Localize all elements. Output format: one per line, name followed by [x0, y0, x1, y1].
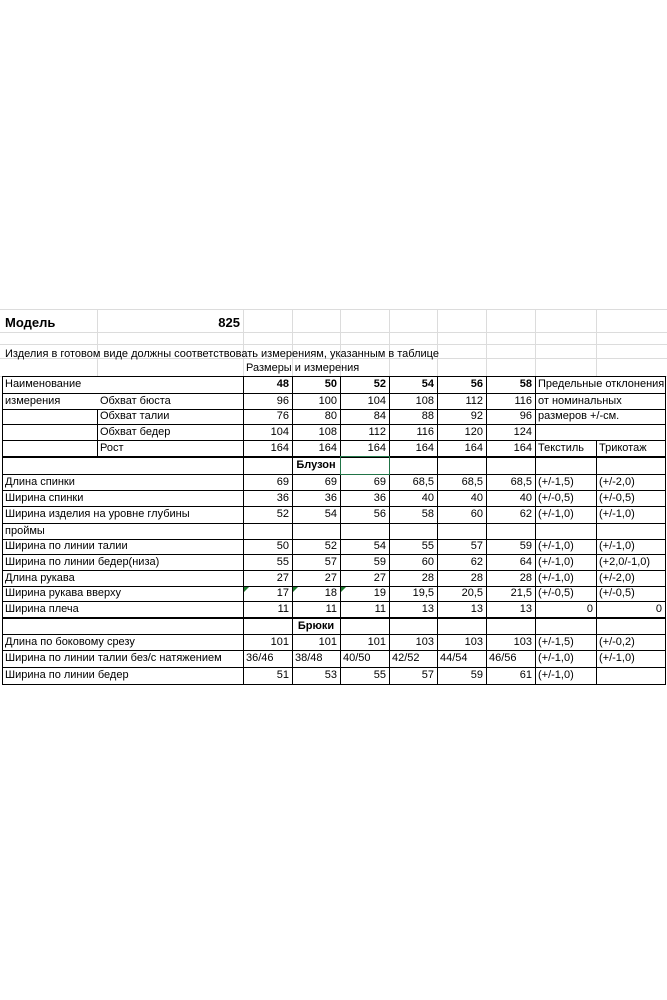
body-measure-label: Рост [100, 441, 124, 454]
textile-tolerance: (+/-1,0) [538, 540, 574, 552]
blouson-value: 69 [276, 475, 289, 488]
body-measure-value: 164 [415, 441, 434, 454]
blouson-value: 68,5 [510, 475, 532, 488]
blouson-row-label: Ширина плеча [5, 602, 79, 615]
blouson-value: 60 [421, 555, 434, 568]
blouson-value: 13 [519, 602, 532, 615]
textile-tolerance: (+/-1,5) [538, 635, 574, 648]
gridline [535, 309, 536, 376]
trousers-value: 53 [324, 669, 337, 681]
table-border [2, 424, 666, 425]
body-measure-label: Обхват талии [100, 410, 170, 422]
blouson-value: 28 [470, 571, 483, 584]
blouson-value: 50 [276, 540, 289, 552]
header-size-56: 56 [470, 378, 483, 390]
table-border [486, 457, 487, 618]
textile-tolerance: (+/-1,0) [538, 555, 574, 568]
table-border [2, 539, 666, 540]
trousers-value: 101 [318, 635, 337, 648]
textile-tolerance: (+/-1,5) [538, 475, 574, 488]
table-border [2, 457, 666, 458]
table-border [2, 393, 666, 394]
trousers-value: 101 [367, 635, 386, 648]
blouson-row-label: Длина спинки [5, 475, 75, 488]
trousers-value: 46/56 [489, 652, 517, 664]
body-measure-value: 80 [324, 410, 337, 422]
table-border [2, 440, 666, 441]
knit-tolerance: (+/-2,0) [599, 475, 635, 488]
body-measure-value: 116 [514, 394, 532, 407]
body-measure-value: 100 [318, 394, 337, 407]
knit-tolerance: (+/-0,5) [599, 587, 635, 599]
blouson-row-label: Длина рукава [5, 571, 75, 584]
section-title-blouson: Блузон [296, 459, 336, 471]
body-measure-value: 96 [519, 410, 532, 422]
body-measure-value: 112 [368, 425, 386, 438]
body-measure-value: 84 [373, 410, 386, 422]
knit-heading: Трикотаж [599, 441, 647, 454]
blouson-value: 62 [519, 508, 532, 520]
blouson-value: 18 [324, 587, 337, 599]
knit-tolerance: (+/-2,0) [599, 571, 635, 584]
body-measure-value: 112 [465, 394, 483, 407]
blouson-value: 28 [421, 571, 434, 584]
gridline [0, 344, 667, 345]
table-border [2, 586, 666, 587]
body-measure-value: 120 [464, 425, 483, 438]
body-measure-value: 92 [470, 410, 483, 422]
table-border [535, 457, 536, 618]
body-measure-label: Обхват бедер [100, 425, 171, 438]
blouson-value: 36 [373, 491, 386, 504]
table-border [665, 618, 666, 685]
table-border [340, 376, 341, 457]
blouson-value: 11 [374, 602, 386, 615]
textile-heading: Текстиль [538, 441, 584, 454]
table-border [389, 376, 390, 457]
gridline [437, 309, 438, 376]
table-note: Изделия в готовом виде должны соответствовать измерениям, указанным в таблице [5, 347, 439, 360]
table-border [2, 457, 3, 618]
table-border [243, 618, 244, 685]
gridline [389, 309, 390, 376]
blouson-value: 68,5 [412, 475, 434, 488]
body-measure-value: 104 [270, 425, 289, 438]
table-border [486, 376, 487, 457]
header-size-54: 54 [421, 378, 434, 390]
trousers-value: 57 [421, 669, 434, 681]
body-measure-value: 164 [513, 441, 532, 454]
blouson-value: 54 [373, 540, 386, 552]
blouson-value: 19 [373, 587, 386, 599]
trousers-value: 38/48 [295, 652, 323, 664]
body-measure-value: 88 [421, 410, 434, 422]
table-border [2, 376, 3, 457]
blouson-value: 11 [277, 602, 289, 615]
table-border [389, 618, 390, 685]
blouson-value: 52 [324, 540, 337, 552]
trousers-value: 36/46 [246, 652, 274, 664]
sizes-caption: Размеры и измерения [246, 361, 360, 374]
blouson-value: 56 [373, 508, 386, 520]
header-size-48: 48 [276, 378, 289, 390]
blouson-value: 55 [421, 540, 434, 552]
cell-comment-marker [293, 587, 298, 592]
table-border [665, 376, 666, 457]
body-measure-value: 104 [367, 394, 386, 407]
trousers-value: 59 [470, 669, 483, 681]
body-measure-value: 116 [416, 425, 434, 438]
blouson-value: 68,5 [461, 475, 483, 488]
blouson-value: 11 [325, 602, 337, 615]
blouson-value: 57 [324, 555, 337, 568]
blouson-value: 40 [519, 491, 532, 504]
textile-tolerance: (+/-0,5) [538, 491, 574, 504]
blouson-row-label: Ширина рукава вверху [5, 587, 121, 599]
cell-comment-marker [244, 587, 249, 592]
table-border [2, 506, 666, 507]
knit-tolerance: (+2,0/-1,0) [599, 555, 651, 568]
blouson-row-label: проймы [5, 524, 45, 537]
table-border [292, 618, 293, 685]
blouson-row-label: Ширина спинки [5, 491, 84, 504]
table-border [2, 618, 3, 685]
knit-tolerance: (+/-1,0) [599, 508, 635, 520]
table-border [486, 618, 487, 685]
textile-tolerance: (+/-1,0) [538, 571, 574, 584]
textile-tolerance: (+/-1,0) [538, 669, 574, 681]
trousers-row-label: Ширина по линии бедер [5, 669, 129, 681]
table-border [292, 376, 293, 457]
table-border [2, 634, 666, 635]
blouson-value: 27 [276, 571, 289, 584]
table-border [340, 618, 341, 685]
gridline [0, 309, 667, 310]
blouson-value: 21,5 [510, 587, 532, 599]
table-border [243, 376, 244, 457]
body-measure-value: 124 [513, 425, 532, 438]
trousers-value: 61 [519, 669, 532, 681]
tolerance-heading: размеров +/-см. [538, 410, 620, 422]
blouson-value: 60 [470, 508, 483, 520]
body-measure-value: 76 [276, 410, 289, 422]
blouson-value: 19,5 [412, 587, 434, 599]
blouson-value: 17 [276, 587, 289, 599]
trousers-row-label: Длина по боковому срезу [5, 635, 135, 648]
table-border [2, 667, 666, 668]
body-measure-value: 164 [367, 441, 386, 454]
body-measure-label: Обхват бюста [100, 394, 171, 407]
table-border [2, 490, 666, 491]
blouson-value: 69 [373, 475, 386, 488]
table-border [596, 440, 597, 457]
blouson-value: 36 [276, 491, 289, 504]
blouson-value: 13 [421, 602, 434, 615]
table-border [437, 457, 438, 618]
gridline [0, 332, 667, 333]
table-border [2, 601, 666, 602]
table-border [292, 457, 293, 618]
blouson-row-label: Ширина изделия на уровне глубины [5, 508, 190, 520]
body-measure-value: 108 [318, 425, 337, 438]
model-label: Модель [5, 314, 56, 330]
blouson-value: 62 [470, 555, 483, 568]
table-border [437, 618, 438, 685]
blouson-value: 28 [519, 571, 532, 584]
blouson-value: 64 [519, 555, 532, 568]
blouson-value: 27 [373, 571, 386, 584]
table-border [2, 570, 666, 571]
selected-cell[interactable] [340, 456, 390, 475]
table-border [97, 409, 98, 457]
gridline [486, 309, 487, 376]
blouson-value: 27 [324, 571, 337, 584]
blouson-value: 13 [470, 602, 483, 615]
body-measure-value: 164 [318, 441, 337, 454]
textile-tolerance: (+/-1,0) [538, 508, 574, 520]
header-name-line2: измерения [5, 394, 61, 407]
table-border [243, 457, 244, 618]
knit-tolerance: (+/-0,2) [599, 635, 635, 648]
blouson-value: 59 [519, 540, 532, 552]
table-border [437, 376, 438, 457]
trousers-value: 55 [373, 669, 386, 681]
knit-tolerance: (+/-1,0) [599, 652, 635, 664]
blouson-value: 36 [324, 491, 337, 504]
cell-comment-marker [341, 587, 346, 592]
table-border [340, 457, 341, 618]
table-border [2, 474, 666, 475]
table-border [2, 409, 666, 410]
blouson-value: 55 [276, 555, 289, 568]
tolerance-heading: Предельные отклонения [538, 378, 665, 390]
table-border [2, 554, 666, 555]
blouson-value: 57 [470, 540, 483, 552]
table-border [2, 650, 666, 651]
blouson-value: 54 [324, 508, 337, 520]
blouson-value: 52 [276, 508, 289, 520]
trousers-value: 44/54 [440, 652, 468, 664]
textile-tolerance: 0 [586, 602, 593, 615]
table-border [2, 376, 666, 377]
trousers-value: 101 [270, 635, 289, 648]
trousers-value: 103 [415, 635, 434, 648]
gridline [596, 309, 597, 376]
table-border [535, 376, 536, 457]
body-measure-value: 164 [270, 441, 289, 454]
blouson-value: 59 [373, 555, 386, 568]
knit-tolerance: (+/-1,0) [599, 540, 635, 552]
tolerance-heading: от номинальных [538, 394, 622, 407]
table-border [665, 457, 666, 618]
body-measure-value: 108 [415, 394, 434, 407]
textile-tolerance: (+/-0,5) [538, 587, 574, 599]
table-border [535, 618, 536, 685]
model-number: 825 [218, 314, 240, 330]
blouson-value: 40 [421, 491, 434, 504]
blouson-value: 20,5 [461, 587, 483, 599]
header-name-line1: Наименование [5, 378, 82, 390]
blouson-value: 40 [470, 491, 483, 504]
table-border [2, 523, 666, 524]
header-size-58: 58 [519, 378, 532, 390]
trousers-value: 103 [464, 635, 483, 648]
table-border [596, 618, 597, 685]
knit-tolerance: 0 [655, 602, 662, 615]
header-size-52: 52 [373, 378, 386, 390]
header-size-50: 50 [324, 378, 337, 390]
table-border [2, 684, 666, 685]
table-border [2, 618, 666, 619]
trousers-value: 42/52 [392, 652, 420, 664]
section-title-trousers: Брюки [297, 619, 335, 632]
trousers-row-label: Ширина по линии талии без/с натяжением [5, 652, 222, 664]
body-measure-value: 96 [276, 394, 289, 407]
trousers-value: 40/50 [343, 652, 371, 664]
trousers-value: 103 [513, 635, 532, 648]
spreadsheet [0, 309, 667, 685]
blouson-value: 69 [324, 475, 337, 488]
knit-tolerance: (+/-0,5) [599, 491, 635, 504]
blouson-row-label: Ширина по линии бедер(низа) [5, 555, 160, 568]
trousers-value: 51 [276, 669, 289, 681]
body-measure-value: 164 [464, 441, 483, 454]
textile-tolerance: (+/-1,0) [538, 652, 574, 664]
knit-tolerance [596, 667, 665, 684]
blouson-row-label: Ширина по линии талии [5, 540, 128, 552]
blouson-value: 58 [421, 508, 434, 520]
table-border [596, 457, 597, 618]
table-border [389, 457, 390, 618]
